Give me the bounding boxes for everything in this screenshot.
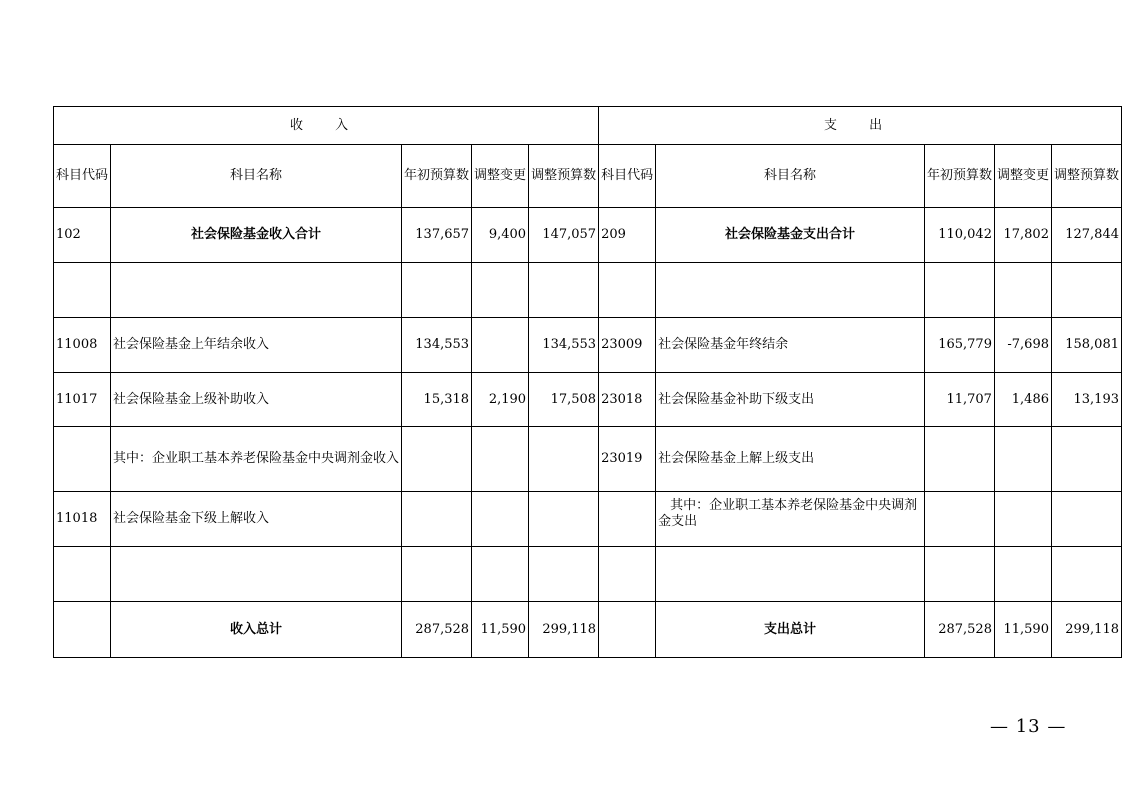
income-change: 9,400	[472, 208, 529, 263]
income-adjusted	[529, 263, 599, 318]
income-code	[54, 263, 111, 318]
expense-change-header: 调整变更	[994, 145, 1051, 208]
table-row	[54, 208, 1122, 263]
income-initial	[402, 492, 472, 547]
income-adjusted-header: 调整预算数	[529, 145, 599, 208]
income-code: 11017	[54, 373, 111, 427]
expense-change	[994, 492, 1051, 547]
table-row	[54, 492, 1122, 547]
expense-change: 11,590	[994, 602, 1051, 658]
expense-initial	[924, 263, 994, 318]
income-change	[472, 427, 529, 492]
expense-initial: 11,707	[924, 373, 994, 427]
expense-change	[994, 547, 1051, 602]
expense-adjusted-header: 调整预算数	[1051, 145, 1121, 208]
income-change	[472, 492, 529, 547]
page-number: — 13 —	[990, 716, 1067, 737]
table-row-total	[54, 602, 1122, 658]
income-adjusted	[529, 492, 599, 547]
expense-change: 1,486	[994, 373, 1051, 427]
expense-adjusted	[1051, 547, 1121, 602]
income-name: 其中：企业职工基本养老保险基金中央调剂金收入	[111, 427, 402, 492]
expense-initial	[924, 547, 994, 602]
income-initial: 287,528	[402, 602, 472, 658]
expense-name: 社会保险基金补助下级支出	[656, 373, 925, 427]
income-initial	[402, 427, 472, 492]
expense-adjusted: 158,081	[1051, 318, 1121, 373]
expense-name: 社会保险基金上解上级支出	[656, 427, 925, 492]
income-code	[54, 427, 111, 492]
expense-change: -7,698	[994, 318, 1051, 373]
expense-name: 其中：企业职工基本养老保险基金中央调剂金支出	[656, 492, 925, 547]
expense-code	[599, 602, 656, 658]
income-name-header: 科目名称	[111, 145, 402, 208]
income-name: 社会保险基金收入合计	[111, 208, 402, 263]
expense-code	[599, 263, 656, 318]
income-section-header: 收 入	[54, 107, 599, 145]
income-total-label: 收入总计	[111, 602, 402, 658]
income-initial-header: 年初预算数	[402, 145, 472, 208]
income-change: 11,590	[472, 602, 529, 658]
expense-initial	[924, 492, 994, 547]
expense-name	[656, 547, 925, 602]
table-row	[54, 318, 1122, 373]
income-adjusted: 17,508	[529, 373, 599, 427]
income-adjusted	[529, 427, 599, 492]
expense-name: 社会保险基金支出合计	[656, 208, 925, 263]
income-code-header: 科目代码	[54, 145, 111, 208]
income-adjusted	[529, 547, 599, 602]
table-row	[54, 373, 1122, 427]
income-change	[472, 547, 529, 602]
income-code	[54, 547, 111, 602]
expense-initial: 287,528	[924, 602, 994, 658]
expense-name-header: 科目名称	[656, 145, 925, 208]
expense-initial: 110,042	[924, 208, 994, 263]
income-change	[472, 263, 529, 318]
expense-adjusted: 299,118	[1051, 602, 1121, 658]
section-header-row	[54, 107, 1122, 145]
income-change	[472, 318, 529, 373]
income-name	[111, 547, 402, 602]
expense-initial-header: 年初预算数	[924, 145, 994, 208]
expense-adjusted	[1051, 427, 1121, 492]
income-adjusted: 147,057	[529, 208, 599, 263]
expense-section-header: 支 出	[599, 107, 1122, 145]
income-initial: 15,318	[402, 373, 472, 427]
expense-code: 23009	[599, 318, 656, 373]
expense-change	[994, 263, 1051, 318]
income-initial	[402, 263, 472, 318]
income-name: 社会保险基金上级补助收入	[111, 373, 402, 427]
expense-change	[994, 427, 1051, 492]
income-change: 2,190	[472, 373, 529, 427]
expense-code: 23019	[599, 427, 656, 492]
budget-table	[53, 106, 1122, 658]
table-row	[54, 427, 1122, 492]
expense-initial	[924, 427, 994, 492]
table-row	[54, 547, 1122, 602]
income-code: 11018	[54, 492, 111, 547]
column-header-row	[54, 145, 1122, 208]
expense-adjusted: 127,844	[1051, 208, 1121, 263]
income-adjusted: 134,553	[529, 318, 599, 373]
income-code	[54, 602, 111, 658]
expense-adjusted: 13,193	[1051, 373, 1121, 427]
expense-code: 23018	[599, 373, 656, 427]
income-name: 社会保险基金上年结余收入	[111, 318, 402, 373]
expense-adjusted	[1051, 263, 1121, 318]
income-name: 社会保险基金下级上解收入	[111, 492, 402, 547]
income-adjusted: 299,118	[529, 602, 599, 658]
income-code: 102	[54, 208, 111, 263]
table-row	[54, 263, 1122, 318]
expense-name: 社会保险基金年终结余	[656, 318, 925, 373]
income-initial	[402, 547, 472, 602]
income-name	[111, 263, 402, 318]
income-initial: 137,657	[402, 208, 472, 263]
expense-total-label: 支出总计	[656, 602, 925, 658]
income-initial: 134,553	[402, 318, 472, 373]
expense-code: 209	[599, 208, 656, 263]
income-code: 11008	[54, 318, 111, 373]
expense-change: 17,802	[994, 208, 1051, 263]
income-change-header: 调整变更	[472, 145, 529, 208]
expense-code	[599, 492, 656, 547]
expense-adjusted	[1051, 492, 1121, 547]
expense-code-header: 科目代码	[599, 145, 656, 208]
expense-initial: 165,779	[924, 318, 994, 373]
expense-name	[656, 263, 925, 318]
expense-code	[599, 547, 656, 602]
